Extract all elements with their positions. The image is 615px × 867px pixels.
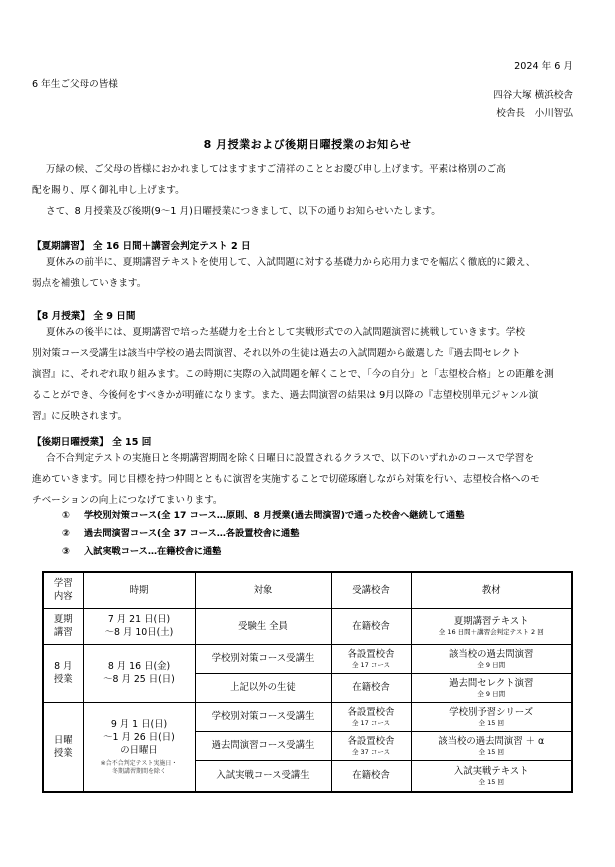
table-row-sunday-1: 日曜 授業 9 月 1 日(日) ～1 月 26 日(日) の日曜日 ※合不合判定テスト実施日・ 冬期講習期間を除く 学校別対策コース受講生 各設置校舎 全 17 コース 学校別予習シリーズ 全 15 回 [43, 702, 572, 731]
section-body-august: 夏休みの後半には、夏期講習で培った基礎力を土台として実戦形式での入試問題演習に挑戦していきます。学校 別対策コース受講生は該当中学校の過去問演習、それ以外の生徒は過去の入試問題から厳選した『過去問セレクト 演習』に、それぞれ取り組みます。この時期に実際の入試問題を解くことで、「今の自分」と「志望校合格」との距離を測 ることができ、今後何をすべきかが明確になります。また、過去問演習の結果は 9月以降の『志望校別単元ジャンル演 習』に反映されます。 [32, 327, 554, 422]
course-item: ① 学校別対策コース(全 17 コース…原則、8 月授業(過去問演習)で通った校舎へ継続して通塾 [62, 510, 465, 521]
intro-line: さて、8 月授業及び後期(9～1 月)日曜授業につきまして、以下の通りお知らせいたします。 [46, 206, 441, 217]
section-heading-august: 【8 月授業】 全 9 日間 [32, 311, 136, 322]
header-target: 対象 [195, 572, 331, 608]
table-row-august-2: 上記以外の生徒 在籍校舎 過去問セレクト演習 全 9 日間 [43, 673, 572, 702]
table-header-row [43, 572, 572, 608]
header-content: 学習 内容 [43, 572, 83, 608]
sender-school: 四谷大塚 横浜校舎 [493, 90, 573, 101]
section-body-summer: 夏休みの前半に、夏期講習テキストを使用して、入試問題に対する基礎力から応用力までを幅広く徹底的に鍛え、 弱点を補強していきます。 [32, 257, 536, 289]
course-item: ③ 入試実戦コース…在籍校舎に通塾 [62, 546, 222, 557]
table-row-sunday-2: 過去問演習コース受講生 各設置校舎 全 37 コース 該当校の過去問演習 ＋ α 全 15 回 [43, 731, 572, 760]
intro-line: 配を賜り、厚く御礼申し上げます。 [32, 185, 185, 196]
header-material: 教材 [411, 572, 572, 608]
section-heading-sunday: 【後期日曜授業】 全 15 回 [32, 437, 152, 448]
schedule-table [42, 571, 573, 793]
table-row-summer: 夏期 講習 7 月 21 日(日) ～8 月 10日(土) 受験生 全員 在籍校舎 夏期講習テキスト 全 16 日間＋講習会判定テスト 2 回 [43, 608, 572, 644]
header-period: 時期 [83, 572, 195, 608]
section-body-sunday: 合不合判定テストの実施日と冬期講習期間を除く日曜日に設置されるクラスで、以下のいずれかのコースで学習を 進めていきます。同じ目標を持つ仲間とともに演習を実施することで切磋琢磨しながら対策を行い、志望校合格へのモ チベーションの向上につなげてまいります。 [32, 453, 540, 506]
course-item: ② 過去問演習コース(全 37 コース…各設置校舎に通塾 [62, 528, 300, 539]
page-title: 8 月授業および後期日曜授業のお知らせ [203, 138, 412, 151]
sender-principal: 校舎長 小川智弘 [496, 108, 573, 119]
intro-paragraph [32, 159, 506, 222]
intro-line: 万緑の候、ご父母の皆様におかれましてはますますご清祥のこととお慶び申し上げます。平素は格別のご高 [46, 164, 506, 175]
recipient: 6 年生ご父母の皆様 [32, 79, 118, 90]
table-row-sunday-3: 入試実戦コース受講生 在籍校舎 入試実戦テキスト 全 15 回 [43, 760, 572, 792]
table-row-august-1: 8 月 授業 8 月 16 日(金) ～8 月 25 日(日) 学校別対策コース受講生 各設置校舎 全 17 コース 該当校の過去問演習 全 9 日間 [43, 644, 572, 673]
section-heading-summer: 【夏期講習】 全 16 日間＋講習会判定テスト 2 日 [32, 241, 251, 252]
document-date: 2024 年 6 月 [514, 61, 573, 72]
header-school: 受講校舎 [331, 572, 411, 608]
